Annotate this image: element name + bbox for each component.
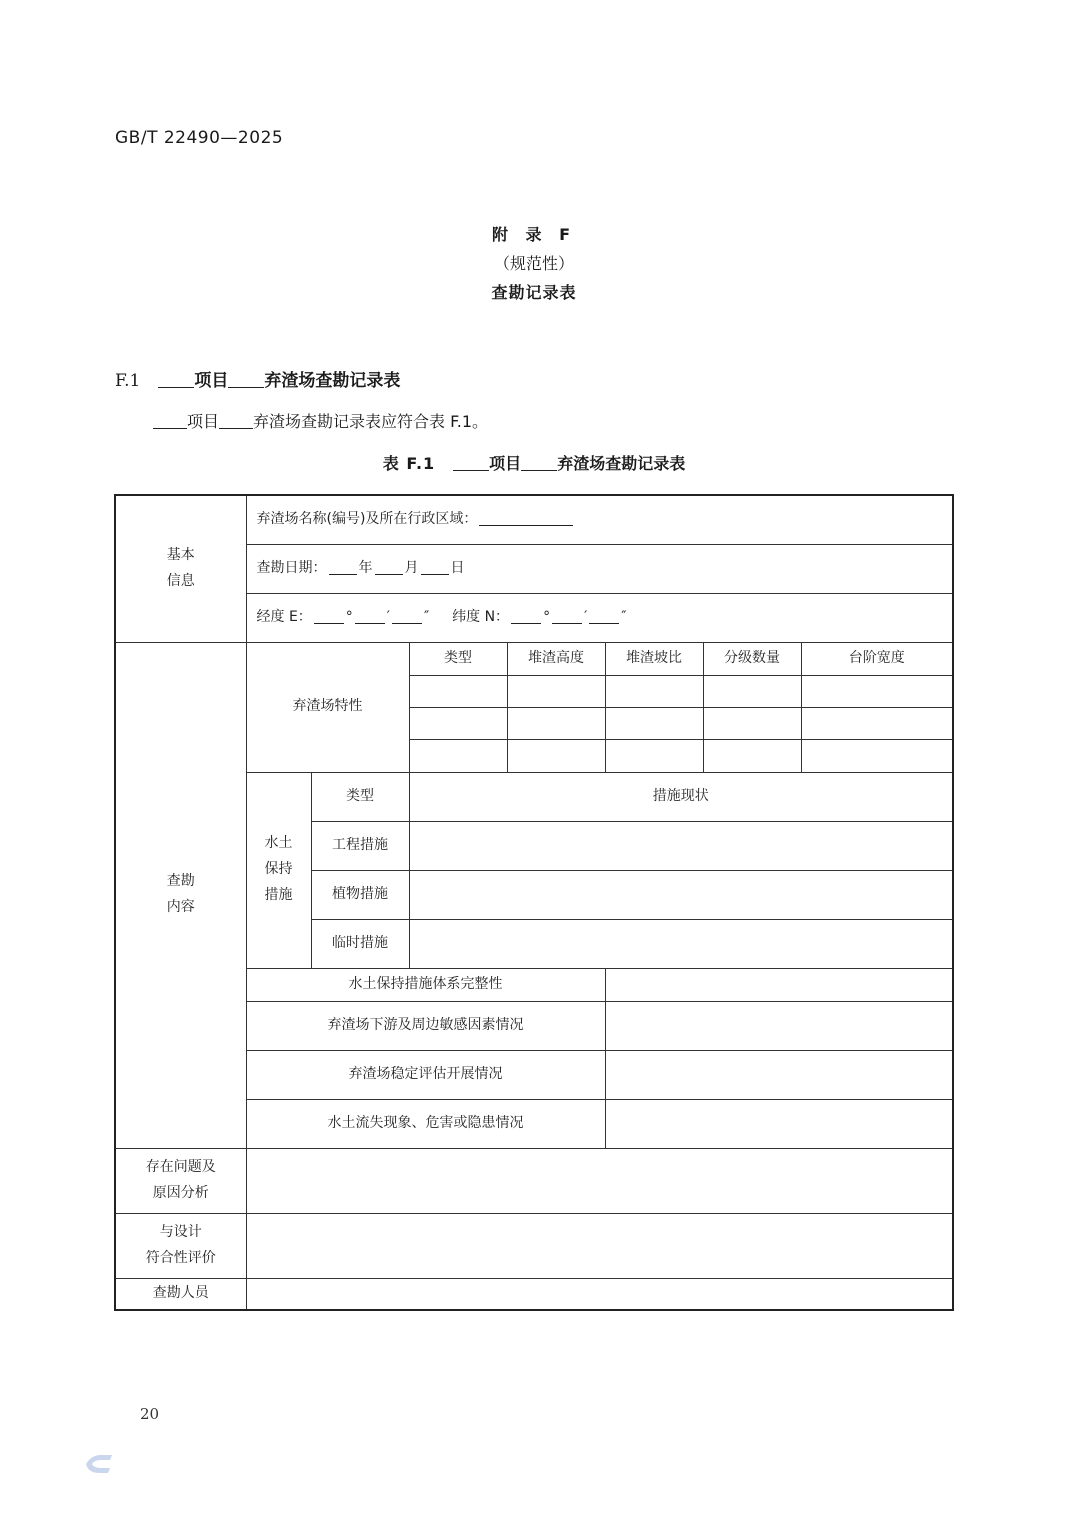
check-value-cell[interactable]	[605, 1099, 953, 1148]
appendix-name: 查勘记录表	[491, 283, 577, 302]
char-header-step-width: 台阶宽度	[801, 642, 953, 675]
blank-line	[453, 454, 489, 471]
survey-record-table	[114, 494, 954, 1311]
caption-word-project: 项目	[489, 454, 522, 473]
para-word-project: 项目	[187, 412, 220, 431]
publisher-logo-icon	[84, 1452, 114, 1476]
page-number: 20	[140, 1405, 160, 1423]
measure-status-header: 措施现状	[409, 772, 953, 821]
table-cell[interactable]	[605, 675, 703, 707]
blank-line	[421, 560, 449, 575]
measure-status-cell[interactable]	[409, 870, 953, 919]
blank-line	[375, 560, 403, 575]
check-label: 弃渣场稳定评估开展情况	[246, 1050, 605, 1099]
char-header-levels: 分级数量	[703, 642, 801, 675]
blank-line	[158, 370, 194, 388]
table-cell[interactable]	[409, 739, 507, 772]
blank-line	[589, 609, 619, 624]
blank-line	[314, 609, 344, 624]
table-cell[interactable]	[409, 707, 507, 739]
table-cell[interactable]	[507, 739, 605, 772]
char-header-slope: 堆渣坡比	[605, 642, 703, 675]
para-rest: 弃渣场查勘记录表应符合表 F.1。	[253, 412, 489, 431]
section-title-rest: 弃渣场查勘记录表	[264, 371, 401, 391]
measure-row-label: 植物措施	[311, 870, 409, 919]
check-label: 水土流失现象、危害或隐患情况	[246, 1099, 605, 1148]
table-cell[interactable]	[409, 675, 507, 707]
char-header-type: 类型	[409, 642, 507, 675]
basic-info-label: 基本 信息	[115, 495, 246, 642]
measure-status-cell[interactable]	[409, 919, 953, 968]
table-cell[interactable]	[703, 675, 801, 707]
check-value-cell[interactable]	[605, 968, 953, 1001]
blank-line	[153, 412, 187, 429]
table-cell[interactable]	[801, 707, 953, 739]
table-cell[interactable]	[605, 707, 703, 739]
standard-code: GB/T 22490—2025	[115, 128, 284, 148]
problems-label: 存在问题及 原因分析	[115, 1148, 246, 1213]
table-cell[interactable]	[703, 739, 801, 772]
check-label: 水土保持措施体系完整性	[246, 968, 605, 1001]
check-value-cell[interactable]	[605, 1001, 953, 1050]
blank-line	[392, 609, 422, 624]
blank-line	[228, 370, 264, 388]
table-cell[interactable]	[703, 707, 801, 739]
blank-line	[355, 609, 385, 624]
characteristics-label: 弃渣场特性	[246, 642, 409, 772]
char-header-height: 堆渣高度	[507, 642, 605, 675]
survey-content-label: 查勘 内容	[115, 642, 246, 1148]
surveyors-label: 查勘人员	[115, 1278, 246, 1310]
caption-rest: 弃渣场查勘记录表	[557, 454, 686, 473]
measure-row-label: 工程措施	[311, 821, 409, 870]
table-cell[interactable]	[507, 675, 605, 707]
appendix-title: 附 录 F	[491, 225, 577, 244]
caption-label: 表 F.1	[382, 454, 436, 473]
section-word-project: 项目	[194, 371, 229, 391]
site-name-field[interactable]: 弃渣场名称(编号)及所在行政区域：	[246, 495, 953, 544]
design-eval-cell[interactable]	[246, 1213, 953, 1278]
blank-line	[219, 412, 253, 429]
appendix-nature: （规范性）	[493, 254, 574, 273]
table-cell[interactable]	[801, 675, 953, 707]
blank-line	[552, 609, 582, 624]
check-label: 弃渣场下游及周边敏感因素情况	[246, 1001, 605, 1050]
survey-date-field[interactable]: 查勘日期： 年 月 日	[246, 544, 953, 593]
measure-type-header: 类型	[311, 772, 409, 821]
table-caption	[0, 451, 1068, 474]
design-eval-label: 与设计 符合性评价	[115, 1213, 246, 1278]
section-heading	[115, 366, 400, 391]
intro-paragraph	[153, 409, 488, 432]
check-value-cell[interactable]	[605, 1050, 953, 1099]
measure-status-cell[interactable]	[409, 821, 953, 870]
blank-line	[521, 454, 557, 471]
table-cell[interactable]	[605, 739, 703, 772]
surveyors-cell[interactable]	[246, 1278, 953, 1310]
coordinates-field[interactable]: 经度 E： ° ′ ″ 纬度 N： ° ′ ″	[246, 593, 953, 642]
measures-label: 水土 保持 措施	[246, 772, 311, 968]
table-cell[interactable]	[507, 707, 605, 739]
table-cell[interactable]	[801, 739, 953, 772]
measure-row-label: 临时措施	[311, 919, 409, 968]
blank-line	[329, 560, 357, 575]
section-number: F.1	[115, 371, 141, 391]
problems-cell[interactable]	[246, 1148, 953, 1213]
blank-line	[511, 609, 541, 624]
blank-line	[479, 511, 573, 526]
